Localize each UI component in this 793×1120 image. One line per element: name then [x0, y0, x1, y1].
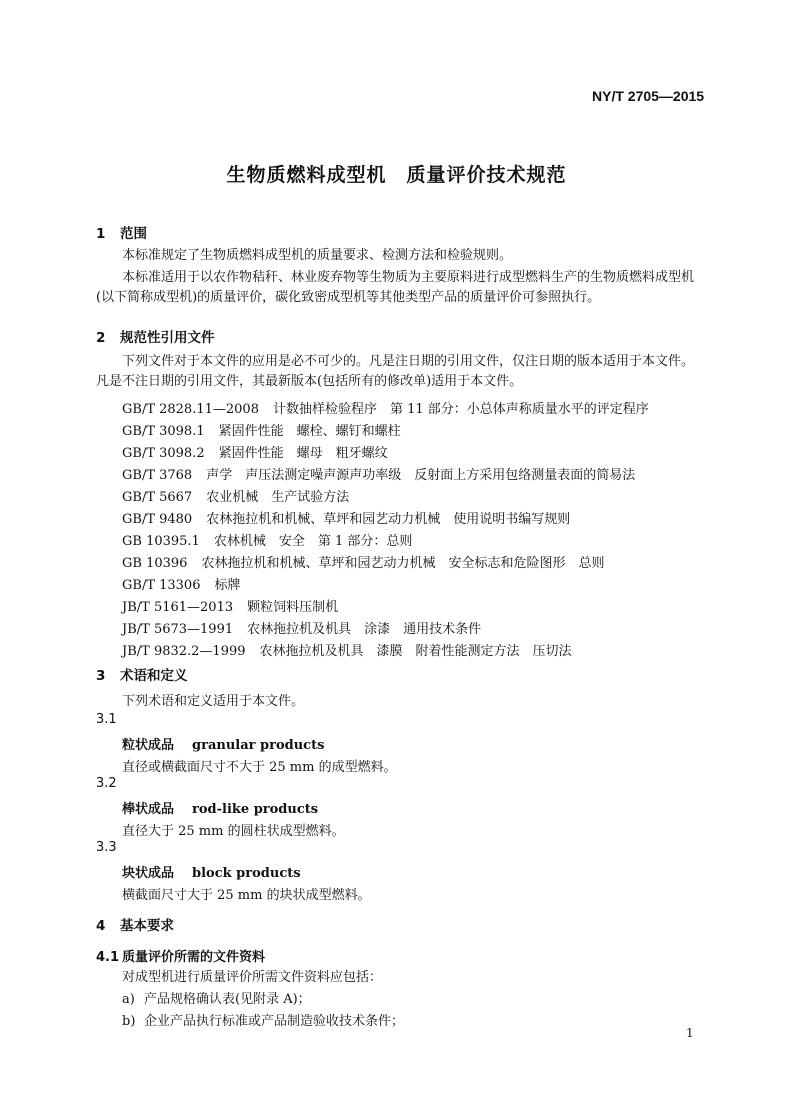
reference-title: 农业机械 生产试验方法: [206, 490, 350, 505]
reference-item: [122, 574, 241, 593]
reference-item: [122, 530, 412, 549]
reference-title: 农林拖拉机及机具 漆膜 附着性能测定方法 压切法: [259, 644, 572, 659]
section-number: 4: [96, 918, 106, 934]
reference-code: GB/T 3768: [122, 468, 193, 483]
standard-number: NY/T 2705—2015: [592, 88, 705, 104]
term-name: [122, 862, 301, 881]
reference-item: [122, 618, 481, 637]
term-name: [122, 798, 318, 817]
reference-title: 计数抽样检验程序 第 11 部分：小总体声称质量水平的评定程序: [272, 402, 649, 417]
list-item: [122, 1010, 404, 1029]
reference-title: 农林拖拉机和机械、草坪和园艺动力机械 使用说明书编写规则: [206, 512, 571, 527]
section-number: 3: [96, 668, 106, 684]
reference-title: 农林拖拉机及机具 涂漆 通用技术条件: [247, 622, 482, 637]
term-definition: 横截面尺寸大于 25 mm 的块状成型燃料。: [122, 888, 371, 903]
term-number: 3.2: [96, 776, 117, 791]
reference-item: [122, 552, 604, 571]
reference-title: 农林拖拉机和机械、草坪和园艺动力机械 安全标志和危险图形 总则: [201, 556, 605, 571]
reference-code: GB/T 9480: [122, 512, 193, 527]
reference-code: GB 10395.1: [122, 534, 200, 549]
reference-item: [122, 508, 570, 527]
reference-item: [122, 464, 635, 483]
section-2-heading: [96, 326, 215, 346]
reference-title: 紧固件性能 螺栓、螺钉和螺柱: [218, 424, 401, 439]
term-name-en: rod-like products: [192, 802, 319, 817]
reference-code: JB/T 9832.2—1999: [122, 644, 246, 659]
term-name-zh: 块状成品: [122, 866, 175, 881]
reference-item: [122, 486, 349, 505]
term-definition: 直径或横截面尺寸不大于 25 mm 的成型燃料。: [122, 760, 397, 775]
document-title: 生物质燃料成型机 质量评价技术规范: [226, 164, 567, 186]
section-2-paragraph-1: 下列文件对于本文件的应用是必不可少的。凡是注日期的引用文件，仅注日期的版本适用于本文件。凡是不注日期的引用文件，其最新版本(包括所有的修改单)适用于本文件。: [96, 354, 695, 389]
section-number: 2: [96, 330, 106, 346]
reference-title: 声学 声压法测定噪声源声功率级 反射面上方采用包络测量表面的简易法: [206, 468, 636, 483]
list-marker: b): [122, 1014, 136, 1029]
reference-title: 农林机械 安全 第 1 部分：总则: [213, 534, 413, 549]
subsection-title: 质量评价所需的文件资料: [122, 950, 266, 965]
reference-item: [122, 596, 338, 615]
term-number: 3.3: [96, 840, 117, 855]
reference-title: 标牌: [214, 578, 241, 593]
term-name-zh: 棒状成品: [122, 802, 175, 817]
subsection-4-1-heading: [96, 946, 265, 965]
list-text: 产品规格确认表(见附录 A)；: [144, 992, 311, 1007]
reference-code: GB/T 13306: [122, 578, 201, 593]
subsection-number: 4.1: [96, 950, 120, 965]
reference-code: JB/T 5161—2013: [122, 600, 234, 615]
section-3-heading: [96, 664, 188, 684]
reference-code: GB/T 2828.11—2008: [122, 402, 259, 417]
section-3-paragraph-1: 下列术语和定义适用于本文件。: [122, 694, 305, 709]
reference-code: GB/T 5667: [122, 490, 193, 505]
section-title: 术语和定义: [120, 668, 188, 684]
term-name-zh: 粒状成品: [122, 738, 175, 753]
reference-title: 紧固件性能 螺母 粗牙螺纹: [218, 446, 388, 461]
section-1-paragraph-1: 本标准规定了生物质燃料成型机的质量要求、检测方法和检验规则。: [122, 248, 513, 263]
reference-item: [122, 398, 649, 417]
section-title: 范围: [120, 226, 147, 242]
term-definition: 直径大于 25 mm 的圆柱状成型燃料。: [122, 824, 345, 839]
reference-code: GB 10396: [122, 556, 188, 571]
section-1-paragraph-2: 本标准适用于以农作物秸秆、林业废弃物等生物质为主要原料进行成型燃料生产的生物质燃料成型机(以下简称成型机)的质量评价，碳化致密成型机等其他类型产品的质量评价可参照执行。: [96, 270, 695, 305]
term-name: [122, 734, 324, 753]
list-item: [122, 988, 311, 1007]
list-text: 企业产品执行标准或产品制造验收技术条件；: [144, 1014, 405, 1029]
term-number: 3.1: [96, 712, 117, 727]
reference-item: [122, 420, 401, 439]
reference-code: JB/T 5673—1991: [122, 622, 234, 637]
section-1-heading: [96, 222, 147, 242]
term-name-en: block products: [192, 866, 301, 881]
page-number: 1: [686, 1026, 694, 1040]
section-number: 1: [96, 226, 106, 242]
reference-code: GB/T 3098.2: [122, 446, 205, 461]
reference-title: 颗粒饲料压制机: [247, 600, 339, 615]
section-title: 基本要求: [120, 918, 174, 934]
section-4-heading: [96, 914, 174, 934]
section-4-paragraph-1: 对成型机进行质量评价所需文件资料应包括：: [122, 970, 383, 985]
reference-item: [122, 442, 388, 461]
list-marker: a): [122, 992, 135, 1007]
section-title: 规范性引用文件: [120, 330, 215, 346]
reference-item: [122, 640, 572, 659]
term-name-en: granular products: [192, 738, 325, 753]
reference-code: GB/T 3098.1: [122, 424, 205, 439]
